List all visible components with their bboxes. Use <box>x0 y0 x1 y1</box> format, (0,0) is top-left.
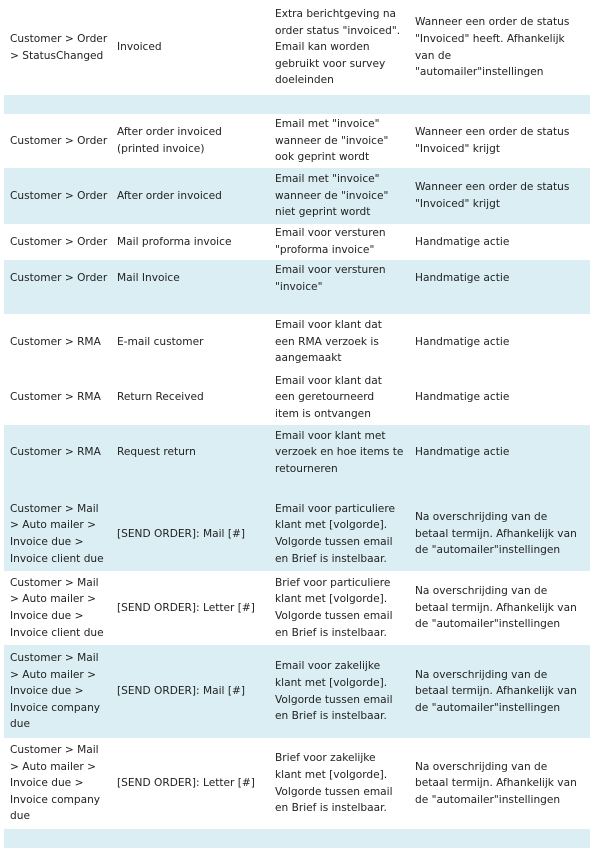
template-name-cell <box>117 0 272 95</box>
description-cell <box>275 571 413 645</box>
cell-line: een RMA verzoek is <box>275 335 379 348</box>
cell-line: wanneer de "invoice" <box>275 134 389 147</box>
cell-line: "automailer"instellingen <box>415 66 544 79</box>
cell-line: Handmatige actie <box>415 391 510 404</box>
cell-line: Customer > Order <box>10 272 108 285</box>
cell-line: Na overschrijding van de <box>415 668 548 681</box>
cell-line: Customer > Mail <box>10 502 99 515</box>
cell-line: Customer > RMA <box>10 446 101 459</box>
cell-line: E-mail customer <box>117 335 204 348</box>
cell-line: Customer > Order <box>10 189 108 202</box>
description-cell <box>275 645 413 738</box>
cell-line: After order invoiced <box>117 189 222 202</box>
template-name-cell <box>117 738 272 829</box>
cell-line: [SEND ORDER]: Letter [#] <box>117 601 255 614</box>
menu-path-cell <box>10 314 114 370</box>
cell-line: Wanneer een order de status <box>415 16 570 29</box>
template-name-cell <box>117 645 272 738</box>
template-name-cell <box>117 314 272 370</box>
cell-line: en Brief is instelbaar. <box>275 802 387 815</box>
cell-line: "Invoiced" heeft. Afhankelijk <box>415 32 565 45</box>
description-cell <box>275 738 413 829</box>
cell-line: Handmatige actie <box>415 335 510 348</box>
template-name-cell <box>117 425 272 480</box>
section-separator-row <box>4 95 590 114</box>
cell-line: Customer > Order <box>10 32 108 45</box>
cell-line: Email met "invoice" <box>275 118 380 131</box>
table-row <box>4 224 590 260</box>
template-name-cell <box>117 260 272 297</box>
cell-line: de "automailer"instellingen <box>415 618 561 631</box>
trigger-cell <box>415 497 587 571</box>
cell-line: klant met [volgorde]. <box>275 519 388 532</box>
description-cell <box>275 425 413 480</box>
table-row <box>4 738 590 829</box>
cell-line: Customer > Mail <box>10 652 99 665</box>
cell-line: en Brief is instelbaar. <box>275 710 387 723</box>
cell-line: Invoice client due <box>10 552 104 565</box>
description-cell <box>275 314 413 370</box>
menu-path-cell <box>10 370 114 425</box>
template-name-cell <box>117 497 272 571</box>
cell-line: Customer > RMA <box>10 391 101 404</box>
description-cell <box>275 168 413 224</box>
cell-line: "Invoiced" krijgt <box>415 198 500 210</box>
trigger-cell <box>415 224 587 260</box>
description-cell <box>275 497 413 571</box>
table-row <box>4 425 590 480</box>
cell-line: gebruikt voor survey <box>275 57 386 70</box>
menu-path-cell <box>10 0 114 95</box>
cell-line: Email voor klant dat <box>275 319 382 332</box>
cell-line: Mail proforma invoice <box>117 235 232 248</box>
table-row <box>4 314 590 370</box>
description-cell <box>275 224 413 260</box>
cell-line: "Invoiced" krijgt <box>415 143 500 155</box>
cell-line: Invoiced <box>117 41 162 54</box>
menu-path-cell <box>10 571 114 645</box>
cell-line: due <box>10 718 30 731</box>
cell-line: Invoice company <box>10 701 101 714</box>
cell-line: > Auto mailer > <box>10 593 97 606</box>
trigger-cell <box>415 114 587 168</box>
template-name-cell <box>117 571 272 645</box>
cell-line: en Brief is instelbaar. <box>275 626 387 639</box>
section-separator-row <box>4 297 590 314</box>
cell-line: Na overschrijding van de <box>415 760 548 773</box>
cell-line: Handmatige actie <box>415 446 510 459</box>
cell-line: de "automailer"instellingen <box>415 793 561 806</box>
cell-line: de "automailer"instellingen <box>415 701 561 714</box>
template-name-cell <box>117 224 272 260</box>
cell-line: Email voor versturen <box>275 263 386 276</box>
cell-line: klant met [volgorde]. <box>275 768 388 781</box>
cell-line: [SEND ORDER]: Mail [#] <box>117 527 246 540</box>
cell-line: Invoice due > <box>10 610 84 622</box>
cell-line: Brief voor zakelijke <box>275 752 376 765</box>
cell-line: > Auto mailer > <box>10 519 97 532</box>
menu-path-cell <box>10 224 114 260</box>
trigger-cell <box>415 260 587 297</box>
cell-line: Volgorde tussen email <box>275 693 393 706</box>
cell-line: Wanneer een order de status <box>415 126 570 139</box>
table-row <box>4 645 590 738</box>
trigger-cell <box>415 571 587 645</box>
template-name-cell <box>117 168 272 224</box>
trigger-cell <box>415 370 587 425</box>
trigger-cell <box>415 314 587 370</box>
cell-line: Email voor klant met <box>275 429 386 442</box>
cell-line: Email voor zakelijke <box>275 660 381 673</box>
table-row <box>4 571 590 645</box>
cell-line: betaal termijn. Afhankelijk van <box>415 527 577 540</box>
table-row <box>4 168 590 224</box>
cell-line: retourneren <box>275 462 338 475</box>
section-separator-row <box>4 480 590 497</box>
menu-path-cell <box>10 114 114 168</box>
menu-path-cell <box>10 425 114 480</box>
cell-line: > Auto mailer > <box>10 760 97 773</box>
cell-line: Email voor versturen <box>275 227 386 240</box>
menu-path-cell <box>10 645 114 738</box>
menu-path-cell <box>10 497 114 571</box>
cell-line: Handmatige actie <box>415 272 510 285</box>
cell-line: een geretourneerd <box>275 391 375 404</box>
description-cell <box>275 0 413 95</box>
cell-line: Customer > Mail <box>10 744 99 757</box>
menu-path-cell <box>10 168 114 224</box>
description-cell <box>275 114 413 168</box>
cell-line: due <box>10 810 30 823</box>
trigger-cell <box>415 425 587 480</box>
cell-line: klant met [volgorde]. <box>275 676 388 689</box>
cell-line: "invoice" <box>275 280 323 293</box>
menu-path-cell <box>10 260 114 297</box>
cell-line: Return Received <box>117 391 204 404</box>
template-name-cell <box>117 370 272 425</box>
cell-line: Wanneer een order de status <box>415 181 570 194</box>
table-row <box>4 260 590 297</box>
trigger-cell <box>415 738 587 829</box>
cell-line: Invoice due > <box>10 777 84 790</box>
cell-line: Handmatige actie <box>415 235 510 248</box>
trigger-cell <box>415 645 587 738</box>
cell-line: Customer > RMA <box>10 335 101 348</box>
cell-line: Volgorde tussen email <box>275 610 393 622</box>
table-row <box>4 370 590 425</box>
cell-line: Email kan worden <box>275 41 370 54</box>
cell-line: verzoek en hoe items te <box>275 446 404 459</box>
cell-line: van de <box>415 49 452 62</box>
cell-line: aangemaakt <box>275 352 342 365</box>
cell-line: Volgorde tussen email <box>275 536 393 548</box>
template-name-cell <box>117 114 272 168</box>
cell-line: doeleinden <box>275 74 334 87</box>
cell-line: Invoice company <box>10 793 101 806</box>
cell-line: Email voor particuliere <box>275 502 395 515</box>
cell-line: item is ontvangen <box>275 407 371 420</box>
cell-line: Invoice client due <box>10 626 104 639</box>
cell-line: betaal termijn. Afhankelijk van <box>415 601 577 614</box>
cell-line: betaal termijn. Afhankelijk van <box>415 777 577 790</box>
menu-path-cell <box>10 738 114 829</box>
cell-line: Extra berichtgeving na <box>275 8 397 21</box>
cell-line: > StatusChanged <box>10 49 104 62</box>
cell-line: Request return <box>117 446 196 459</box>
cell-line: klant met [volgorde]. <box>275 593 388 606</box>
cell-line: (printed invoice) <box>117 143 205 155</box>
table-row <box>4 497 590 571</box>
cell-line: Invoice due > <box>10 536 84 548</box>
description-cell <box>275 370 413 425</box>
cell-line: Customer > Order <box>10 235 108 248</box>
cell-line: After order invoiced <box>117 126 222 139</box>
cell-line: Email met "invoice" <box>275 173 380 186</box>
cell-line: Na overschrijding van de <box>415 511 548 524</box>
cell-line: ook geprint wordt <box>275 151 370 164</box>
cell-line: Volgorde tussen email <box>275 785 393 798</box>
cell-line: [SEND ORDER]: Letter [#] <box>117 777 255 790</box>
cell-line: Invoice due > <box>10 685 84 698</box>
description-cell <box>275 260 413 297</box>
cell-line: en Brief is instelbaar. <box>275 552 387 565</box>
cell-line: [SEND ORDER]: Mail [#] <box>117 685 246 698</box>
trigger-cell <box>415 0 587 95</box>
cell-line: Customer > Order <box>10 134 108 147</box>
trigger-cell <box>415 168 587 224</box>
cell-line: Customer > Mail <box>10 576 99 589</box>
cell-line: betaal termijn. Afhankelijk van <box>415 685 577 698</box>
cell-line: Brief voor particuliere <box>275 576 391 589</box>
cell-line: niet geprint wordt <box>275 206 371 219</box>
cell-line: "proforma invoice" <box>275 244 375 256</box>
cell-line: wanneer de "invoice" <box>275 189 389 202</box>
cell-line: order status "invoiced". <box>275 24 401 37</box>
cell-line: Email voor klant dat <box>275 374 382 387</box>
cell-line: de "automailer"instellingen <box>415 544 561 557</box>
cell-line: Mail Invoice <box>117 272 180 285</box>
cell-line: Na overschrijding van de <box>415 585 548 598</box>
cell-line: > Auto mailer > <box>10 668 97 681</box>
section-separator-row <box>4 829 590 848</box>
table-row <box>4 114 590 168</box>
table-row <box>4 0 590 95</box>
